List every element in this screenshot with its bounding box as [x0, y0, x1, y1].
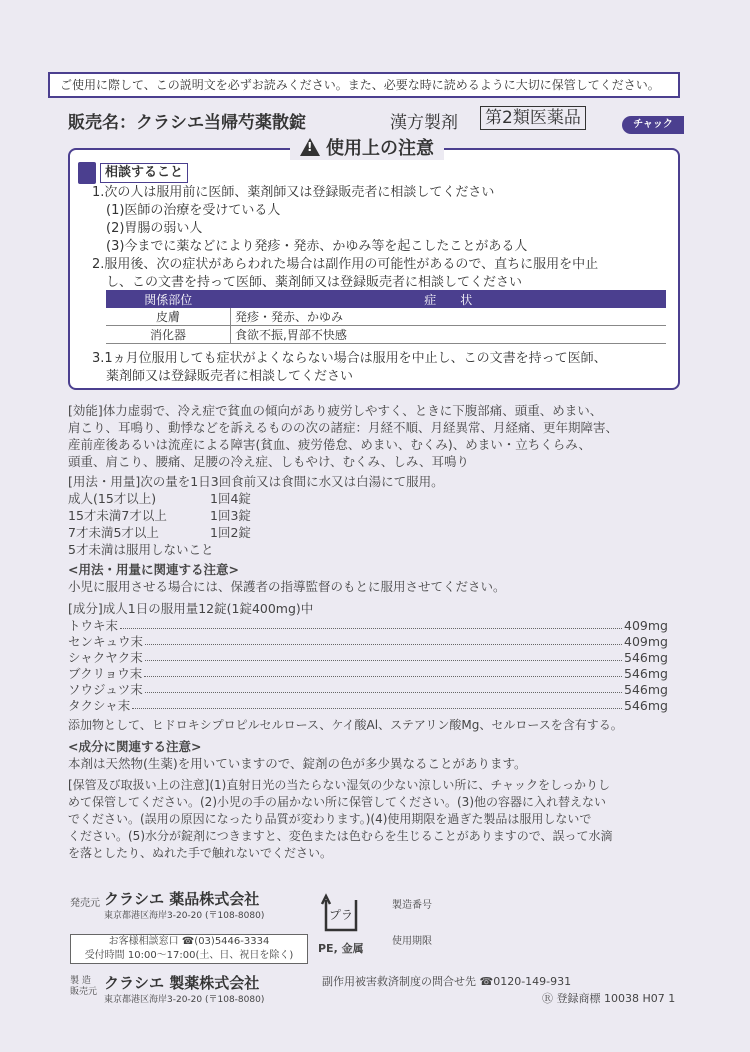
symptom-table	[106, 290, 666, 344]
chuck-tab: チャック	[622, 116, 684, 134]
warning-line: 薬剤師又は登録販売者に相談してください	[106, 369, 354, 384]
consult-label: 相談すること	[100, 163, 188, 183]
efficacy-line: 頭重、肩こり、腰痛、足腰の冷え症、しもやけ、むくみ、しみ、耳鳴り	[68, 454, 470, 469]
contact-hours: 受付時間 10:00〜17:00(土、日、祝日を除く)	[84, 950, 294, 961]
ingredient-amount: 546mg	[624, 650, 668, 665]
table-header: 関係部位	[106, 290, 231, 308]
dosage-amount: 1回4錠	[210, 491, 251, 506]
warning-triangle-icon	[300, 138, 320, 156]
dosage-note: 5才未満は服用しないこと	[68, 542, 214, 557]
recycle-mark-text: プラ	[328, 908, 354, 922]
consult-doctor-icon	[78, 162, 96, 184]
ingredient-row	[68, 650, 668, 666]
warning-line: 2.服用後、次の症状があらわれた場合は副作用の可能性があるので、直ちに服用を中止	[92, 257, 599, 272]
seller-label: 発売元	[70, 898, 100, 909]
ingredient-amount: 409mg	[624, 634, 668, 649]
warning-box	[68, 148, 680, 390]
ingredient-row	[68, 682, 668, 698]
dosage-amount: 1回2錠	[210, 525, 251, 540]
warning-line: 1.次の人は服用前に医師、薬剤師又は登録販売者に相談してください	[92, 185, 495, 200]
ingredient-name: ソウジュツ末	[68, 682, 143, 697]
dosage-caution-head: <用法・用量に関連する注意>	[68, 562, 239, 577]
storage-line: [保管及び取扱い上の注意](1)直射日光の当たらない湿気の少ない涼しい所に、チャックをしっかりし	[68, 778, 611, 792]
ingredient-caution-head: <成分に関連する注意>	[68, 739, 202, 754]
notice-banner: ご使用に際して、この説明文を必ずお読みください。また、必要な時に読めるように大切に保管してください。	[48, 72, 680, 98]
product-name: 販売名：クラシエ当帰芍薬散錠	[68, 113, 306, 133]
ingredient-row	[68, 666, 668, 682]
ingredient-name: トウキ末	[68, 618, 119, 633]
table-cell: 食欲不振,胃部不快感	[231, 326, 667, 344]
ingredient-name: シャクヤク末	[68, 650, 143, 665]
kampo-label: 漢方製剤	[390, 113, 458, 133]
ingredient-amount: 409mg	[624, 618, 668, 633]
maker-address: 東京都港区海岸3-20-20 (〒108-8080)	[104, 995, 265, 1005]
ingredient-name: ブクリョウ末	[68, 666, 143, 681]
seller-name: クラシエ 薬品株式会社	[104, 890, 260, 908]
expiry-label: 使用期限	[392, 936, 432, 947]
ingredient-name: センキュウ末	[68, 634, 144, 649]
warning-line: 3.1ヵ月位服用しても症状がよくならない場合は服用を中止し、この文書を持って医師、	[92, 351, 607, 366]
storage-line: を落としたり、ぬれた手で触れないでください。	[68, 846, 333, 860]
efficacy-line: 肩こり、耳鳴り、動悸などを訴えるものの次の諸症：月経不順、月経異常、月経痛、更年期障害、	[68, 420, 619, 435]
storage-line: めて保管してください。(2)小児の手の届かない所に保管してください。(3)他の容器に入れ替えない	[68, 795, 606, 809]
ingredient-amount: 546mg	[624, 682, 668, 697]
dosage-age: 成人(15才以上)	[68, 491, 157, 506]
dosage-age: 7才未満5才以上	[68, 525, 159, 540]
warning-title-text: 使用上の注意	[326, 138, 434, 159]
contact-box	[70, 934, 308, 964]
ingredient-amount: 546mg	[624, 666, 668, 681]
ingredient-row	[68, 618, 668, 634]
dosage-age: 15才未満7才以上	[68, 508, 167, 523]
recycle-label: PE, 金属	[318, 942, 364, 955]
maker-name: クラシエ 製薬株式会社	[104, 974, 260, 992]
table-header: 症 状	[231, 290, 667, 308]
warning-line: し、この文書を持って医師、薬剤師又は登録販売者に相談してください	[106, 275, 523, 290]
ingredient-row	[68, 698, 668, 714]
dosage-intro: [用法・用量]次の量を1日3回食前又は食間に水又は白湯にて服用。	[68, 474, 444, 489]
table-row	[106, 326, 666, 344]
ingredients-head: [成分]成人1日の服用量12錠(1錠400mg)中	[68, 601, 314, 616]
additives: 添加物として、ヒドロキシプロピルセルロース、ケイ酸Al、ステアリン酸Mg、セルロースを含有する。	[68, 718, 623, 732]
dosage-caution: 小児に服用させる場合には、保護者の指導監督のもとに服用させてください。	[68, 579, 506, 594]
drug-class-badge: 第2類医薬品	[480, 106, 586, 130]
storage-line: ください。(5)水分が錠剤につきますと、変色または色むらを生じることがありますので、誤って水滴	[68, 829, 613, 843]
table-cell: 皮膚	[106, 308, 231, 326]
efficacy-line: [効能]体力虚弱で、冷え症で貧血の傾向があり疲労しやすく、ときに下腹部痛、頭重、めまい、	[68, 403, 603, 418]
ingredient-amount: 546mg	[624, 698, 668, 713]
warning-line: (1)医師の治療を受けている人	[106, 203, 281, 218]
warning-line: (2)胃腸の弱い人	[106, 221, 203, 236]
ingredient-name: タクシャ末	[68, 698, 131, 713]
contact-phone: お客様相談窓口 ☎(03)5446-3334	[108, 936, 270, 947]
consult-header	[78, 162, 188, 184]
table-cell: 消化器	[106, 326, 231, 344]
ingredient-caution: 本剤は天然物(生薬)を用いていますので、錠剤の色が多少異なることがあります。	[68, 756, 527, 771]
seller-address: 東京都港区海岸3-20-20 (〒108-8080)	[104, 911, 265, 921]
table-row	[106, 308, 666, 326]
storage-line: でください。(誤用の原因になったり品質が変わります。)(4)使用期限を過ぎた製品は服用しないで	[68, 812, 592, 826]
relief-contact: 副作用被害救済制度の問合せ先 ☎0120-149-931	[322, 975, 572, 988]
table-cell: 発疹・発赤、かゆみ	[231, 308, 667, 326]
dosage-amount: 1回3錠	[210, 508, 251, 523]
efficacy-line: 産前産後あるいは流産による障害(貧血、疲労倦怠、めまい、むくみ)、めまい・立ちくらみ、	[68, 437, 592, 452]
registered-code: Ⓡ 登録商標 10038 H07 1	[542, 992, 676, 1005]
ingredient-row	[68, 634, 668, 650]
warning-title	[290, 134, 444, 160]
recycle-plastic-icon	[318, 890, 364, 936]
warning-line: (3)今までに薬などにより発疹・発赤、かゆみ等を起こしたことがある人	[106, 239, 528, 254]
lot-number-label: 製造番号	[392, 900, 432, 911]
maker-label: 製 造 販売元	[70, 976, 98, 997]
